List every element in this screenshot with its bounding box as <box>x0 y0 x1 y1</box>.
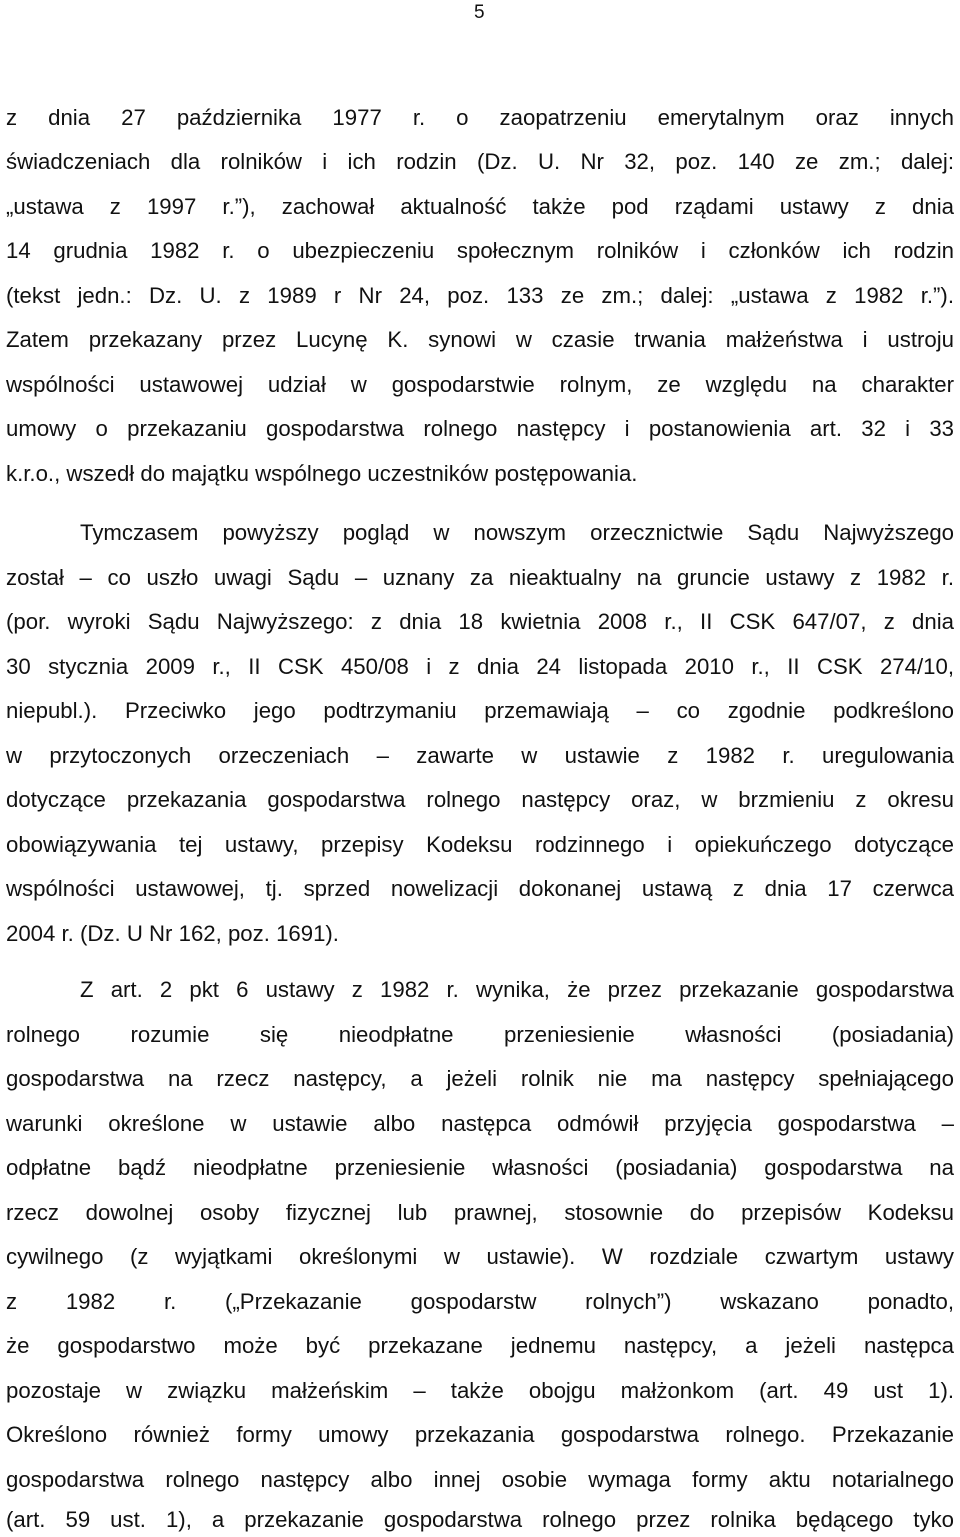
paragraph-line: Tymczasem powyższy pogląd w nowszym orzecznictwie Sądu Najwyższego <box>80 520 954 545</box>
paragraph-line: w przytoczonych orzeczeniach – zawarte w ustawie z 1982 r. uregulowania <box>6 743 954 768</box>
paragraph-line: 2004 r. (Dz. U Nr 162, poz. 1691). <box>6 921 339 946</box>
paragraph-line: cywilnego (z wyjątkami określonymi w ustawie). W rozdziale czwartym ustawy <box>6 1244 954 1269</box>
paragraph-line: (por. wyroki Sądu Najwyższego: z dnia 18 kwietnia 2008 r., II CSK 647/07, z dnia <box>6 609 954 634</box>
paragraph-line: Określono również formy umowy przekazania gospodarstwa rolnego. Przekazanie <box>6 1422 954 1447</box>
paragraph-line: warunki określone w ustawie albo następca odmówił przyjęcia gospodarstwa – <box>6 1111 954 1136</box>
paragraph-line: rolnego rozumie się nieodpłatne przeniesienie własności (posiadania) <box>6 1022 954 1047</box>
page-number: 5 <box>474 2 485 23</box>
paragraph-line: został – co uszło uwagi Sądu – uznany za nieaktualny na gruncie ustawy z 1982 r. <box>6 565 954 590</box>
paragraph-line: Z art. 2 pkt 6 ustawy z 1982 r. wynika, że przez przekazanie gospodarstwa <box>80 977 954 1002</box>
paragraph-line: (art. 59 ust. 1), a przekazanie gospodarstwa rolnego przez rolnika będącego tyko <box>6 1507 954 1532</box>
paragraph-line: dotyczące przekazania gospodarstwa rolnego następcy oraz, w brzmieniu z okresu <box>6 787 954 812</box>
paragraph-line: że gospodarstwo może być przekazane jednemu następcy, a jeżeli następca <box>6 1333 954 1358</box>
paragraph-line: rzecz dowolnej osoby fizycznej lub prawnej, stosownie do przepisów Kodeksu <box>6 1200 954 1225</box>
paragraph-line: 14 grudnia 1982 r. o ubezpieczeniu społecznym rolników i członków ich rodzin <box>6 238 954 263</box>
paragraph-line: Zatem przekazany przez Lucynę K. synowi w czasie trwania małżeństwa i ustroju <box>6 327 954 352</box>
paragraph-line: obowiązywania tej ustawy, przepisy Kodeksu rodzinnego i opiekuńczego dotyczące <box>6 832 954 857</box>
paragraph-line: gospodarstwa na rzecz następcy, a jeżeli rolnik nie ma następcy spełniającego <box>6 1066 954 1091</box>
paragraph-line: 30 stycznia 2009 r., II CSK 450/08 i z dnia 24 listopada 2010 r., II CSK 274/10, <box>6 654 954 679</box>
paragraph-line: z dnia 27 października 1977 r. o zaopatrzeniu emerytalnym oraz innych <box>6 105 954 130</box>
paragraph-line: „ustawa z 1997 r.”), zachował aktualność także pod rządami ustawy z dnia <box>6 194 954 219</box>
paragraph-line: k.r.o., wszedł do majątku wspólnego uczestników postępowania. <box>6 461 638 486</box>
paragraph-line: z 1982 r. („Przekazanie gospodarstw rolnych”) wskazano ponadto, <box>6 1289 954 1314</box>
paragraph-line: świadczeniach dla rolników i ich rodzin (Dz. U. Nr 32, poz. 140 ze zm.; dalej: <box>6 149 954 174</box>
paragraph-line: wspólności ustawowej udział w gospodarstwie rolnym, ze względu na charakter <box>6 372 954 397</box>
paragraph-line: (tekst jedn.: Dz. U. z 1989 r Nr 24, poz. 133 ze zm.; dalej: „ustawa z 1982 r.”). <box>6 283 954 308</box>
paragraph-line: odpłatne bądź nieodpłatne przeniesienie własności (posiadania) gospodarstwa na <box>6 1155 954 1180</box>
paragraph-line: wspólności ustawowej, tj. sprzed nowelizacji dokonanej ustawą z dnia 17 czerwca <box>6 876 954 901</box>
paragraph-line: gospodarstwa rolnego następcy albo innej osobie wymaga formy aktu notarialnego <box>6 1467 954 1492</box>
paragraph-line: umowy o przekazaniu gospodarstwa rolnego następcy i postanowienia art. 32 i 33 <box>6 416 954 441</box>
paragraph-line: niepubl.). Przeciwko jego podtrzymaniu przemawiają – co zgodnie podkreślono <box>6 698 954 723</box>
paragraph-line: pozostaje w związku małżeńskim – także obojgu małżonkom (art. 49 ust 1). <box>6 1378 954 1403</box>
